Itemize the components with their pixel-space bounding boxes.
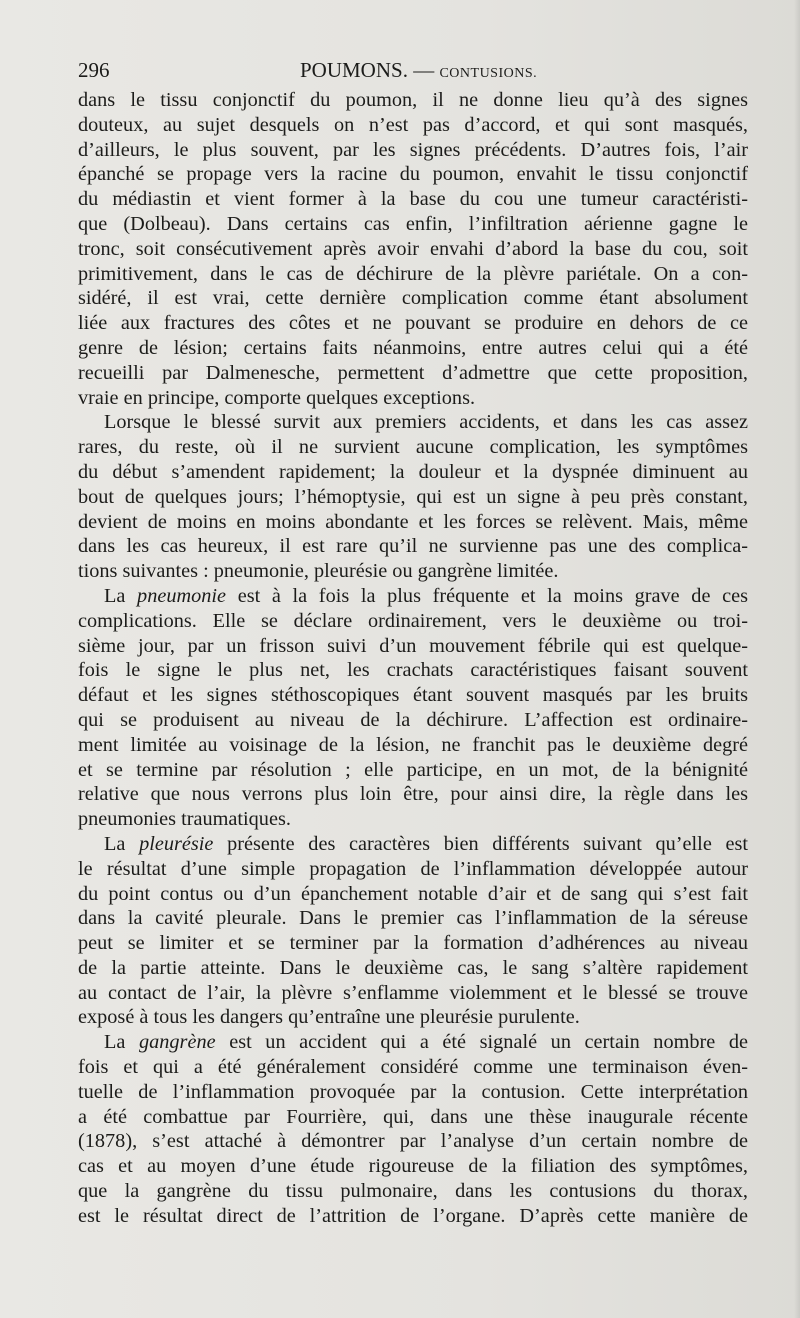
text-line: Lorsque le blessé survit aux premiers accidents, et dans les cas assez — [104, 411, 748, 434]
text-line: a été combattue par Fourrière, qui, dans une thèse inaugurale récente — [78, 1105, 748, 1128]
text-line: au contact de l’air, la plèvre s’enflamme violemment et le blessé se trouve — [78, 981, 748, 1004]
italic-term: pleurésie — [139, 832, 214, 855]
text-line: douteux, au sujet desquels on n’est pas d’accord, et qui sont masqués, — [78, 113, 748, 136]
running-title-sub: CONTUSIONS. — [439, 66, 538, 81]
text-line: fois le signe le plus net, les crachats caractéristiques faisant souvent — [78, 659, 748, 682]
text-line: tuelle de l’inflammation provoquée par la contusion. Cette interprétation — [78, 1080, 748, 1103]
line-lead: La — [104, 1031, 126, 1054]
text-line: devient de moins en moins abondante et les forces se relèvent. Mais, même — [78, 510, 748, 533]
text-line: rares, du reste, où il ne survient aucune complication, les symptômes — [78, 436, 748, 459]
text-line: liée aux fractures des côtes et ne pouvant se produire en dehors de ce — [78, 312, 748, 335]
italic-term: pneumonie — [137, 584, 227, 607]
paragraph-3 — [78, 584, 748, 832]
body-text — [78, 88, 748, 1229]
text-line: défaut et les signes stéthoscopiques étant souvent masqués par les bruits — [78, 684, 748, 707]
text-line: du début s’amendent rapidement; la douleur et la dyspnée diminuent au — [78, 460, 748, 483]
text-line: vraie en principe, comporte quelques exceptions. — [78, 386, 476, 409]
text-line: sième jour, par un frisson suivi d’un mouvement fébrile qui est quelque- — [78, 634, 748, 657]
line-rest: est un accident qui a été signalé un certain nombre de — [229, 1031, 748, 1054]
text-line-with-italic — [78, 1030, 748, 1055]
text-line: primitivement, dans le cas de déchirure de la plèvre pariétale. On a con- — [78, 262, 748, 285]
text-line-with-italic — [78, 584, 748, 609]
text-line: du médiastin et vient former à la base du cou une tumeur caractéristi- — [78, 188, 748, 211]
line-lead: La — [104, 584, 126, 607]
page-number: 296 — [78, 58, 110, 82]
text-line: tions suivantes : pneumonie, pleurésie ou gangrène limitée. — [78, 560, 559, 583]
text-line: bout de quelques jours; l’hémoptysie, qui est un signe à peu près constant, — [78, 485, 748, 508]
text-line: sidéré, il est vrai, cette dernière complication comme étant absolument — [78, 287, 748, 310]
text-line: relative que nous verrons plus loin être, pour ainsi dire, la règle dans les — [78, 783, 748, 806]
text-line: pneumonies traumatiques. — [78, 808, 291, 831]
text-line: fois et qui a été généralement considéré comme une terminaison éven- — [78, 1056, 748, 1079]
running-header — [78, 58, 748, 86]
text-line: de la partie atteinte. Dans le deuxième cas, le sang s’altère rapidement — [78, 956, 748, 979]
page-edge-shadow — [794, 0, 800, 1318]
paragraph-1 — [78, 88, 748, 410]
text-line: recueilli par Dalmenesche, permettent d’admettre que cette proposition, — [78, 361, 748, 384]
text-line: le résultat d’une simple propagation de l’inflammation développée autour — [78, 857, 748, 880]
text-line-with-italic — [78, 832, 748, 857]
text-line: épanché se propage vers la racine du poumon, envahit le tissu conjonctif — [78, 163, 748, 186]
text-line: dans les cas heureux, il est rare qu’il ne survienne pas une des complica- — [78, 535, 748, 558]
paragraph-2 — [78, 410, 748, 584]
text-line: d’ailleurs, le plus souvent, par les signes précédents. D’autres fois, l’air — [78, 138, 748, 161]
italic-term: gangrène — [138, 1031, 216, 1054]
text-line: peut se limiter et se terminer par la formation d’adhérences au niveau — [78, 932, 748, 955]
text-line: est le résultat direct de l’attrition de l’organe. D’après cette manière de — [78, 1204, 748, 1227]
text-line: genre de lésion; certains faits néanmoins, entre autres celui qui a été — [78, 336, 748, 359]
line-rest: est à la fois la plus fréquente et la moins grave de ces — [237, 584, 748, 607]
text-line: dans le tissu conjonctif du poumon, il ne donne lieu qu’à des signes — [78, 89, 748, 111]
text-line: dans la cavité pleurale. Dans le premier cas l’inflammation de la séreuse — [78, 907, 748, 930]
running-title — [300, 58, 537, 83]
text-line: que la gangrène du tissu pulmonaire, dans les contusions du thorax, — [78, 1180, 748, 1203]
text-line: tronc, soit consécutivement après avoir envahi d’abord la base du cou, soit — [78, 237, 748, 260]
line-lead: La — [104, 832, 126, 855]
text-line: complications. Elle se déclare ordinairement, vers le deuxième ou troi- — [78, 609, 748, 632]
text-line: cas et au moyen d’une étude rigoureuse de la filiation des symptômes, — [78, 1155, 748, 1178]
text-line: ment limitée au voisinage de la lésion, ne franchit pas le deuxième degré — [78, 733, 748, 756]
paragraph-4 — [78, 832, 748, 1030]
running-title-main: POUMONS. — — [300, 58, 435, 82]
text-line: exposé à tous les dangers qu’entraîne une pleurésie purulente. — [78, 1006, 580, 1029]
text-line: (1878), s’est attaché à démontrer par l’analyse d’un certain nombre de — [78, 1130, 748, 1153]
paragraph-5 — [78, 1030, 748, 1228]
line-rest: présente des caractères bien différents suivant qu’elle est — [227, 832, 748, 855]
text-line: qui se produisent au niveau de la déchirure. L’affection est ordinaire- — [78, 708, 748, 731]
text-line: que (Dolbeau). Dans certains cas enfin, l’infiltration aérienne gagne le — [78, 212, 748, 235]
text-line: et se termine par résolution ; elle participe, en un mot, de la bénignité — [78, 758, 748, 781]
text-line: du point contus ou d’un épanchement notable d’air et de sang qui s’est fait — [78, 882, 748, 905]
